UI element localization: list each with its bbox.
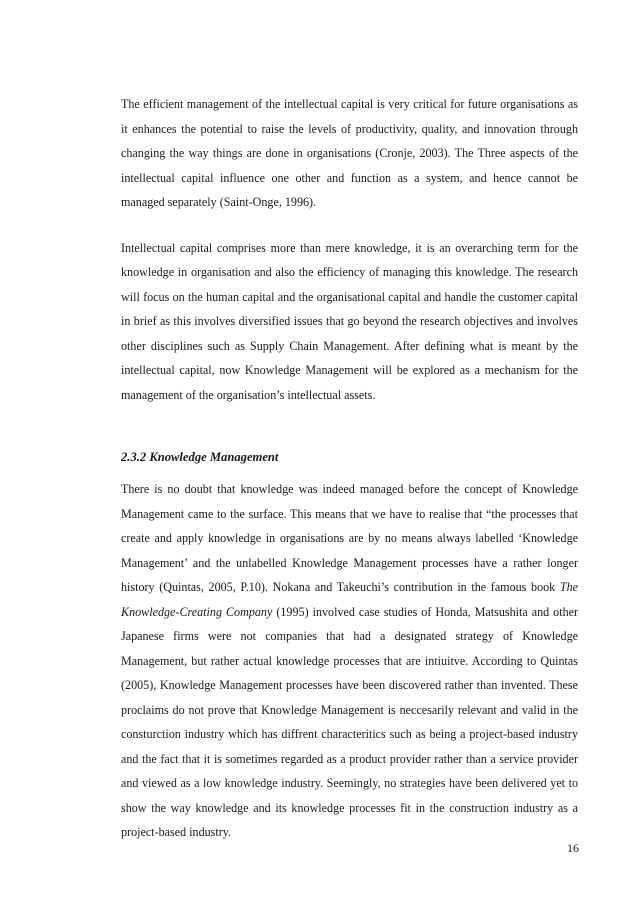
document-page bbox=[121, 92, 578, 845]
paragraph-text-after-title: (1995) involved case studies of Honda, Matsushita and other Japanese firms were not companies that had a designated strategy of Knowledge Management, but rather actual knowledge processes that are intiuitve. According to Quintas (2005), Knowledge Management processes have been discovered rather than invented. These proclaims do not prove that Knowledge Management is neccesarily relevant and valid in the consturction industry which has diffrent characteritics such as being a project-based industry and the fact that it is sometimes regarded as a product provider rather than a service provider and viewed as a low knowledge industry. Seemingly, no strategies have been delivered yet to show the way knowledge and its knowledge processes fit in the construction industry as a project-based industry. bbox=[121, 604, 579, 839]
paragraph-knowledge-management bbox=[121, 477, 578, 845]
paragraph-text-before-title: There is no doubt that knowledge was indeed managed before the concept of Knowledge Management came to the surface. This means that we have to realise that “the processes that create and apply knowledge in organisations are by no means always labelled ‘Knowledge Management’ and the unlabelled Knowledge Management processes have a rather longer history (Quintas, 2005, P.10). Nokana and Takeuchi’s contribution in the famous book bbox=[121, 482, 578, 594]
section-heading: 2.3.2 Knowledge Management bbox=[121, 450, 279, 464]
book-title: The Knowledge-Creating Company bbox=[121, 580, 578, 619]
paragraph-intellectual-capital-management: The efficient management of the intellectual capital is very critical for future organisations as it enhances the potential to raise the levels of productivity, quality, and innovation through changing the way things are done in organisations (Cronje, 2003). The Three aspects of the intellectual capital influence one other and function as a system, and hence cannot be managed separately (Saint-Onge, 1996). bbox=[121, 97, 578, 209]
paragraph-intellectual-capital-definition: Intellectual capital comprises more than mere knowledge, it is an overarching term for the knowledge in organisation and also the efficiency of managing this knowledge. The research will focus on the human capital and the organisational capital and handle the customer capital in brief as this involves diversified issues that go beyond the research objectives and involves other disciplines such as Supply Chain Management. After defining what is meant by the intellectual capital, now Knowledge Management will be explored as a mechanism for the management of the organisation’s intellectual assets. bbox=[121, 240, 578, 402]
page-number: 16 bbox=[567, 841, 579, 855]
